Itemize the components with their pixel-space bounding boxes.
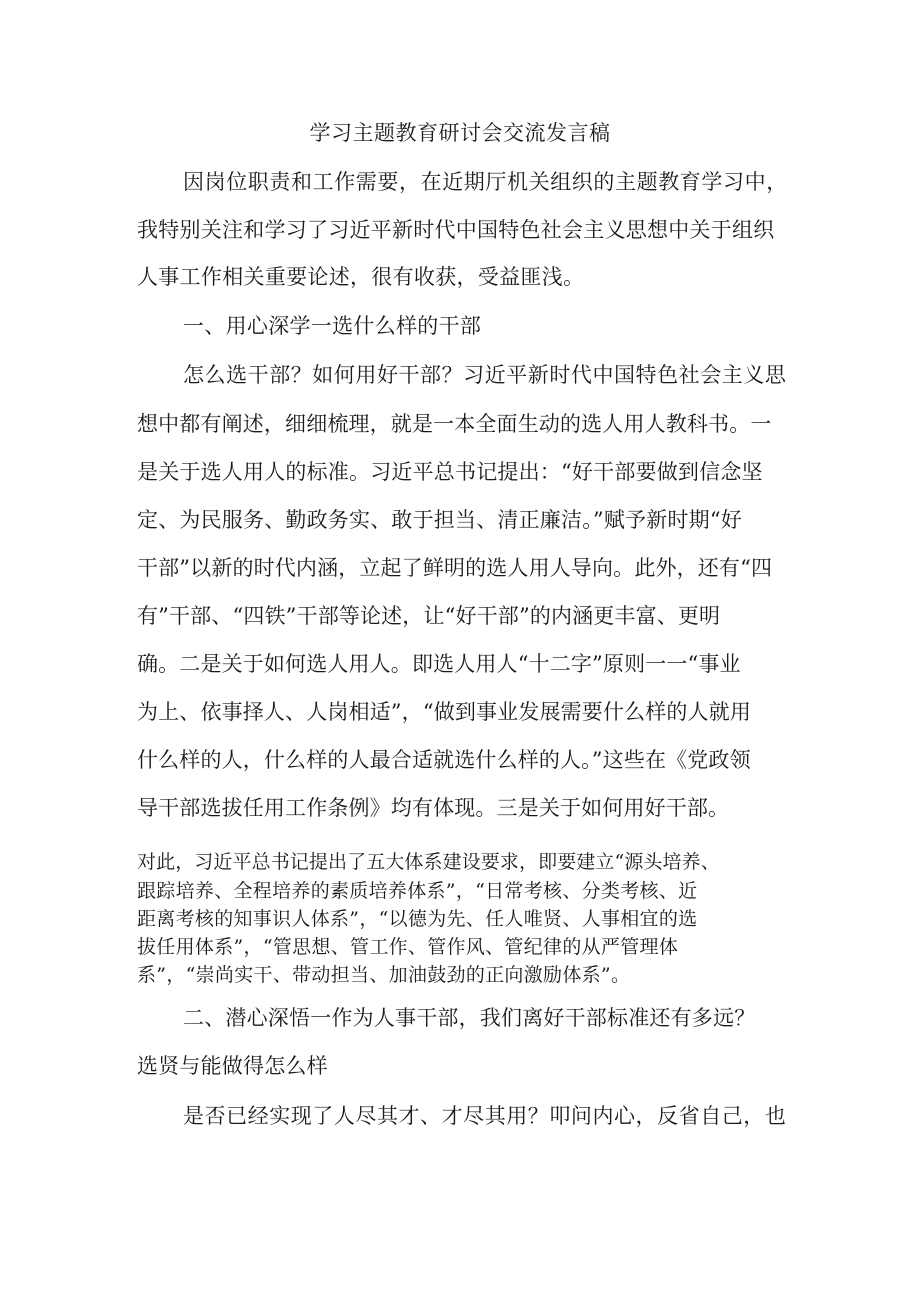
- paragraph-line: 系”，“崇尚实干、带动担当、加油鼓劲的正向激励体系”。: [137, 964, 631, 986]
- paragraph-line: 距离考核的知事识人体系”，“以德为先、任人唯贤、人事相宜的选: [137, 908, 698, 930]
- paragraph-line: 想中都有阐述，细细梳理，就是一本全面生动的选人用人教科书。一: [137, 412, 772, 436]
- section-heading-continued: 选贤与能做得怎么样: [137, 1054, 328, 1078]
- section-heading: 二、潜心深悟一作为人事干部，我们离好干部标准还有多远？: [183, 1006, 756, 1030]
- paragraph-line: 拔任用体系”，“管思想、管工作、管作风、管纪律的从严管理体: [137, 936, 679, 958]
- paragraph-line: 为上、依事择人、人岗相适”，“做到事业发展需要什么样的人就用: [137, 700, 751, 724]
- paragraph-line: 因岗位职责和工作需要，在近期厅机关组织的主题教育学习中，: [183, 170, 788, 194]
- paragraph-line: 导干部选拔任用工作条例》均有体现。三是关于如何用好干部。: [137, 796, 730, 820]
- paragraph-line: 有”干部、“四铁”干部等论述，让“好干部”的内涵更丰富、更明: [137, 604, 721, 628]
- paragraph-line: 是关于选人用人的标准。习近平总书记提出：“好干部要做到信念坚: [137, 460, 763, 484]
- paragraph-line: 怎么选干部？如何用好干部？习近平新时代中国特色社会主义思: [183, 363, 787, 387]
- paragraph-line: 定、为民服务、勤政务实、敢于担当、清正廉洁。”赋予新时期“好: [137, 508, 742, 532]
- paragraph-line: 我特别关注和学习了习近平新时代中国特色社会主义思想中关于组织: [137, 218, 775, 242]
- paragraph-line: 什么样的人，什么样的人最合适就选什么样的人。”这些在《党政领: [137, 748, 751, 772]
- document-title: 学习主题教育研讨会交流发言稿: [309, 121, 611, 145]
- paragraph-line: 是否已经实现了人尽其才、才尽其用？叩问内心，反省自己，也: [183, 1104, 787, 1128]
- paragraph-line: 干部”以新的时代内涵，立起了鲜明的选人用人导向。此外，还有“四: [137, 556, 773, 580]
- paragraph-line: 跟踪培养、全程培养的素质培养体系”，“日常考核、分类考核、近: [137, 880, 698, 902]
- paragraph-line: 确。二是关于如何选人用人。即选人用人“十二字”原则一一“事业: [137, 652, 741, 676]
- paragraph-line: 人事工作相关重要论述，很有收获，受益匪浅。: [137, 265, 585, 289]
- section-heading: 一、用心深学一选什么样的干部: [183, 314, 482, 338]
- paragraph-line: 对此，习近平总书记提出了五大体系建设要求，即要建立“源头培养、: [137, 851, 720, 873]
